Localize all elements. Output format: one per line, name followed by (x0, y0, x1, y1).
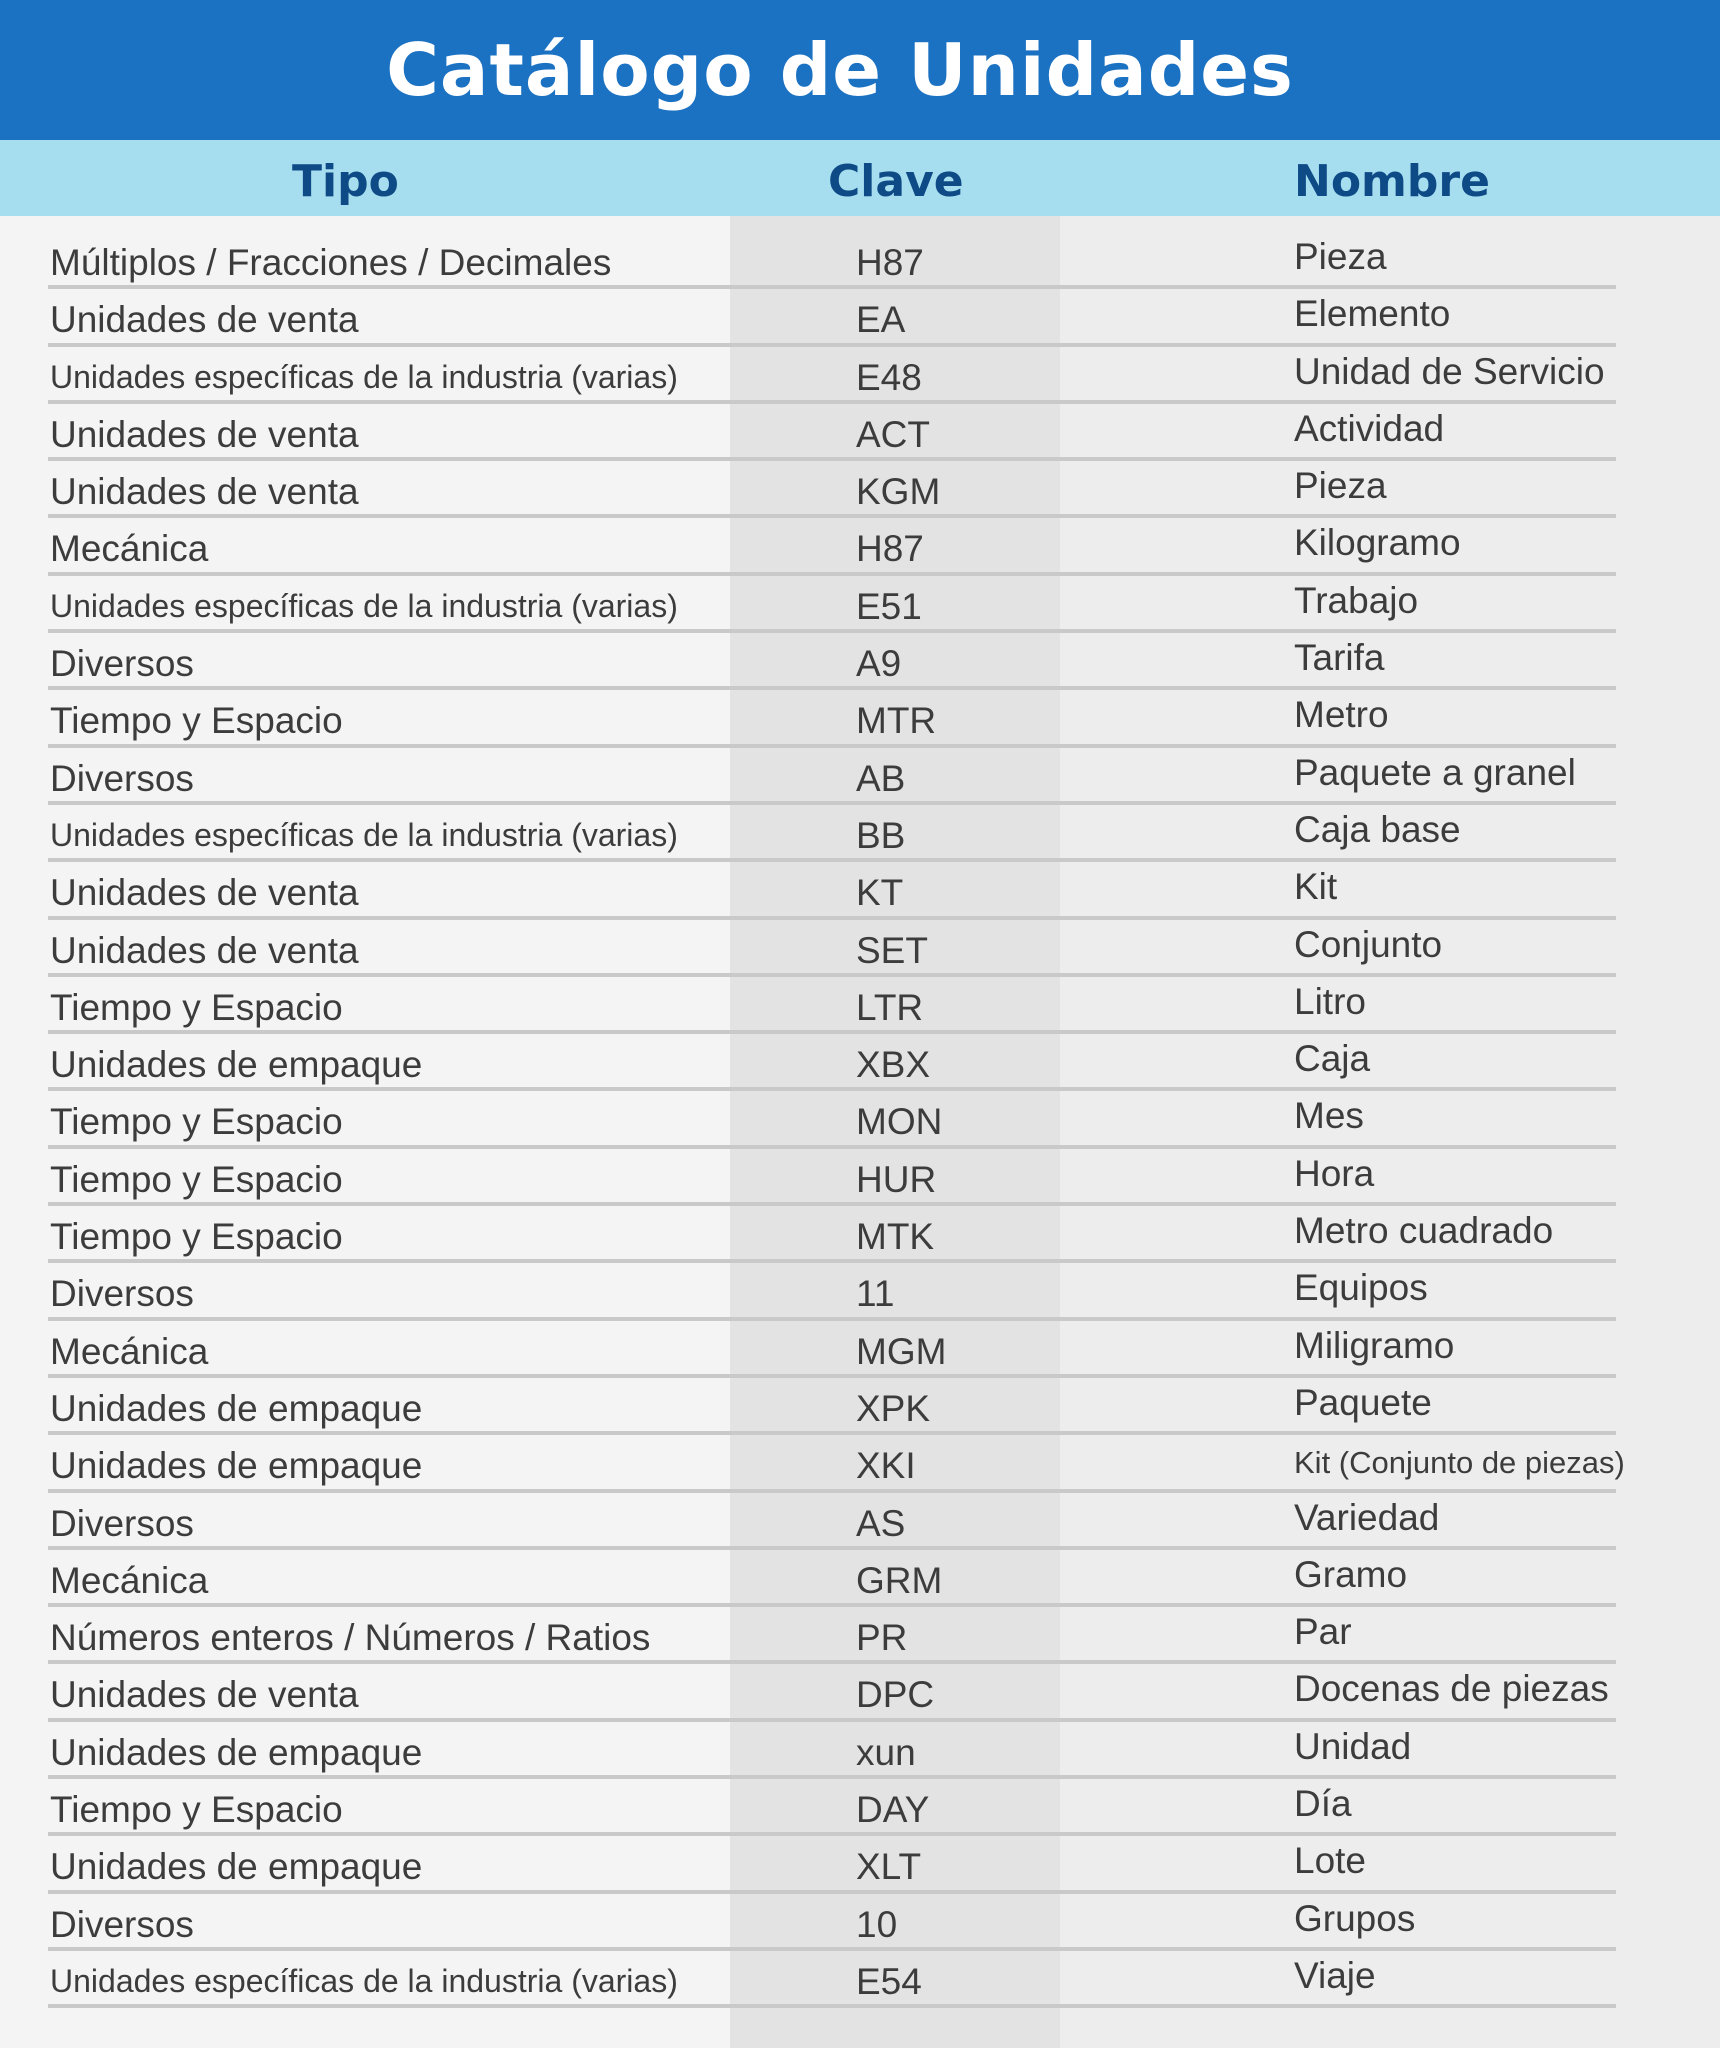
cell-tipo: Tiempo y Espacio (50, 1101, 343, 1143)
cell-nombre: Mes (1294, 1095, 1364, 1137)
cell-nombre: Día (1294, 1783, 1352, 1825)
cell-nombre: Gramo (1294, 1553, 1408, 1595)
cell-tipo: Unidades específicas de la industria (varias) (50, 358, 678, 395)
cell-clave: XPK (856, 1387, 931, 1429)
cell-tipo: Diversos (50, 757, 194, 799)
cell-clave: PR (856, 1617, 908, 1659)
table-row (0, 518, 1720, 575)
cell-clave: E54 (856, 1960, 922, 2002)
cell-nombre: Kit (1294, 866, 1338, 908)
table-row (0, 1435, 1720, 1492)
table-row (0, 1321, 1720, 1378)
table-row (0, 1722, 1720, 1779)
table-row (0, 289, 1720, 346)
table-row (0, 805, 1720, 862)
cell-nombre: Conjunto (1294, 923, 1443, 965)
cell-nombre: Pieza (1294, 465, 1387, 507)
cell-tipo: Diversos (50, 1903, 194, 1945)
column-header-tipo: Tipo (292, 156, 399, 207)
cell-nombre: Paquete (1294, 1381, 1432, 1423)
cell-clave: DAY (856, 1789, 930, 1831)
table-row (0, 1550, 1720, 1607)
cell-nombre: Caja base (1294, 808, 1461, 850)
table-row (0, 404, 1720, 461)
cell-clave: SET (856, 929, 928, 971)
cell-clave: MTR (856, 700, 937, 742)
cell-tipo: Mecánica (50, 1330, 209, 1372)
cell-nombre: Metro (1294, 694, 1389, 736)
cell-nombre: Hora (1294, 1152, 1375, 1194)
cell-tipo: Unidades específicas de la industria (varias) (50, 816, 678, 853)
table-row (0, 633, 1720, 690)
cell-tipo: Tiempo y Espacio (50, 1216, 343, 1258)
cell-clave: MON (856, 1101, 943, 1143)
cell-nombre: Miligramo (1294, 1324, 1455, 1366)
table-row (0, 862, 1720, 919)
cell-tipo: Tiempo y Espacio (50, 986, 343, 1028)
cell-tipo: Unidades de venta (50, 299, 359, 341)
cell-tipo: Tiempo y Espacio (50, 700, 343, 742)
cell-tipo: Unidades de venta (50, 929, 359, 971)
cell-clave: 11 (856, 1273, 895, 1315)
cell-clave: xun (856, 1731, 916, 1773)
cell-clave: DPC (856, 1674, 935, 1716)
cell-clave: XBX (856, 1044, 931, 1086)
cell-clave: E51 (856, 585, 922, 627)
page-title: Catálogo de Unidades (386, 28, 1294, 112)
cell-tipo: Mecánica (50, 528, 209, 570)
cell-clave: MTK (856, 1216, 935, 1258)
cell-tipo: Unidades de empaque (50, 1044, 423, 1086)
cell-nombre: Actividad (1294, 407, 1445, 449)
cell-tipo: Diversos (50, 1273, 194, 1315)
cell-clave: KT (856, 872, 904, 914)
column-header-nombre: Nombre (1294, 156, 1490, 207)
table-row (0, 576, 1720, 633)
cell-nombre: Paquete a granel (1294, 751, 1576, 793)
cell-tipo: Tiempo y Espacio (50, 1789, 343, 1831)
cell-nombre: Par (1294, 1611, 1352, 1653)
cell-clave: HUR (856, 1158, 937, 1200)
cell-tipo: Unidades específicas de la industria (varias) (50, 1962, 678, 1999)
cell-tipo: Diversos (50, 1502, 194, 1544)
cell-nombre: Metro cuadrado (1294, 1210, 1554, 1252)
cell-tipo: Unidades de venta (50, 872, 359, 914)
cell-clave: A9 (856, 643, 902, 685)
cell-tipo: Unidades de empaque (50, 1846, 423, 1888)
table-row (0, 1836, 1720, 1893)
cell-nombre: Unidad (1294, 1725, 1412, 1767)
table-row (0, 461, 1720, 518)
table-row (0, 1091, 1720, 1148)
cell-clave: XLT (856, 1846, 922, 1888)
table-row (0, 920, 1720, 977)
table-row (0, 1378, 1720, 1435)
cell-nombre: Equipos (1294, 1267, 1428, 1309)
table-row (0, 748, 1720, 805)
cell-clave: XKI (856, 1445, 916, 1487)
cell-clave: BB (856, 814, 906, 856)
cell-clave: AB (856, 757, 906, 799)
cell-clave: EA (856, 299, 906, 341)
cell-clave: H87 (856, 528, 924, 570)
cell-tipo: Unidades de empaque (50, 1731, 423, 1773)
table-row (0, 1034, 1720, 1091)
table-row (0, 232, 1720, 289)
cell-tipo: Tiempo y Espacio (50, 1158, 343, 1200)
cell-nombre: Kilogramo (1294, 522, 1461, 564)
cell-clave: LTR (856, 986, 924, 1028)
cell-clave: ACT (856, 413, 930, 455)
cell-clave: H87 (856, 242, 924, 283)
table-row (0, 1206, 1720, 1263)
table-row (0, 1951, 1720, 2008)
cell-tipo: Unidades de empaque (50, 1445, 423, 1487)
table-row (0, 1263, 1720, 1320)
cell-nombre: Kit (Conjunto de piezas) (1294, 1445, 1625, 1481)
cell-nombre: Unidad de Servicio (1294, 350, 1605, 392)
cell-nombre: Litro (1294, 980, 1366, 1022)
cell-nombre: Variedad (1294, 1496, 1440, 1538)
table-body (0, 232, 1720, 2008)
table-row (0, 977, 1720, 1034)
cell-tipo: Mecánica (50, 1559, 209, 1601)
table-row (0, 1493, 1720, 1550)
table-row (0, 1664, 1720, 1721)
table-row (0, 1779, 1720, 1836)
cell-clave: 10 (856, 1903, 898, 1945)
table-row (0, 347, 1720, 404)
cell-tipo: Unidades de venta (50, 471, 359, 513)
cell-clave: GRM (856, 1559, 943, 1601)
cell-nombre: Elemento (1294, 293, 1451, 335)
cell-nombre: Grupos (1294, 1897, 1416, 1939)
table-row (0, 1149, 1720, 1206)
cell-nombre: Caja (1294, 1038, 1371, 1080)
cell-clave: E48 (856, 356, 922, 398)
table-header (0, 140, 1720, 216)
column-header-clave: Clave (828, 156, 964, 207)
cell-nombre: Trabajo (1294, 579, 1419, 621)
cell-nombre: Tarifa (1294, 637, 1385, 679)
cell-tipo: Múltiplos / Fracciones / Decimales (50, 242, 612, 283)
cell-tipo: Diversos (50, 643, 194, 685)
table-row (0, 690, 1720, 747)
table-row (0, 1894, 1720, 1951)
cell-nombre: Docenas de piezas (1294, 1668, 1609, 1710)
cell-nombre: Viaje (1294, 1954, 1376, 1996)
cell-nombre: Lote (1294, 1840, 1367, 1882)
title-bar (0, 0, 1720, 140)
table-row (0, 1607, 1720, 1664)
cell-tipo: Unidades de venta (50, 413, 359, 455)
cell-tipo: Unidades de empaque (50, 1387, 423, 1429)
cell-nombre: Pieza (1294, 236, 1387, 277)
cell-tipo: Números enteros / Números / Ratios (50, 1617, 651, 1659)
cell-clave: KGM (856, 471, 941, 513)
cell-tipo: Unidades específicas de la industria (varias) (50, 587, 678, 624)
cell-tipo: Unidades de venta (50, 1674, 359, 1716)
cell-clave: MGM (856, 1330, 947, 1372)
cell-clave: AS (856, 1502, 906, 1544)
